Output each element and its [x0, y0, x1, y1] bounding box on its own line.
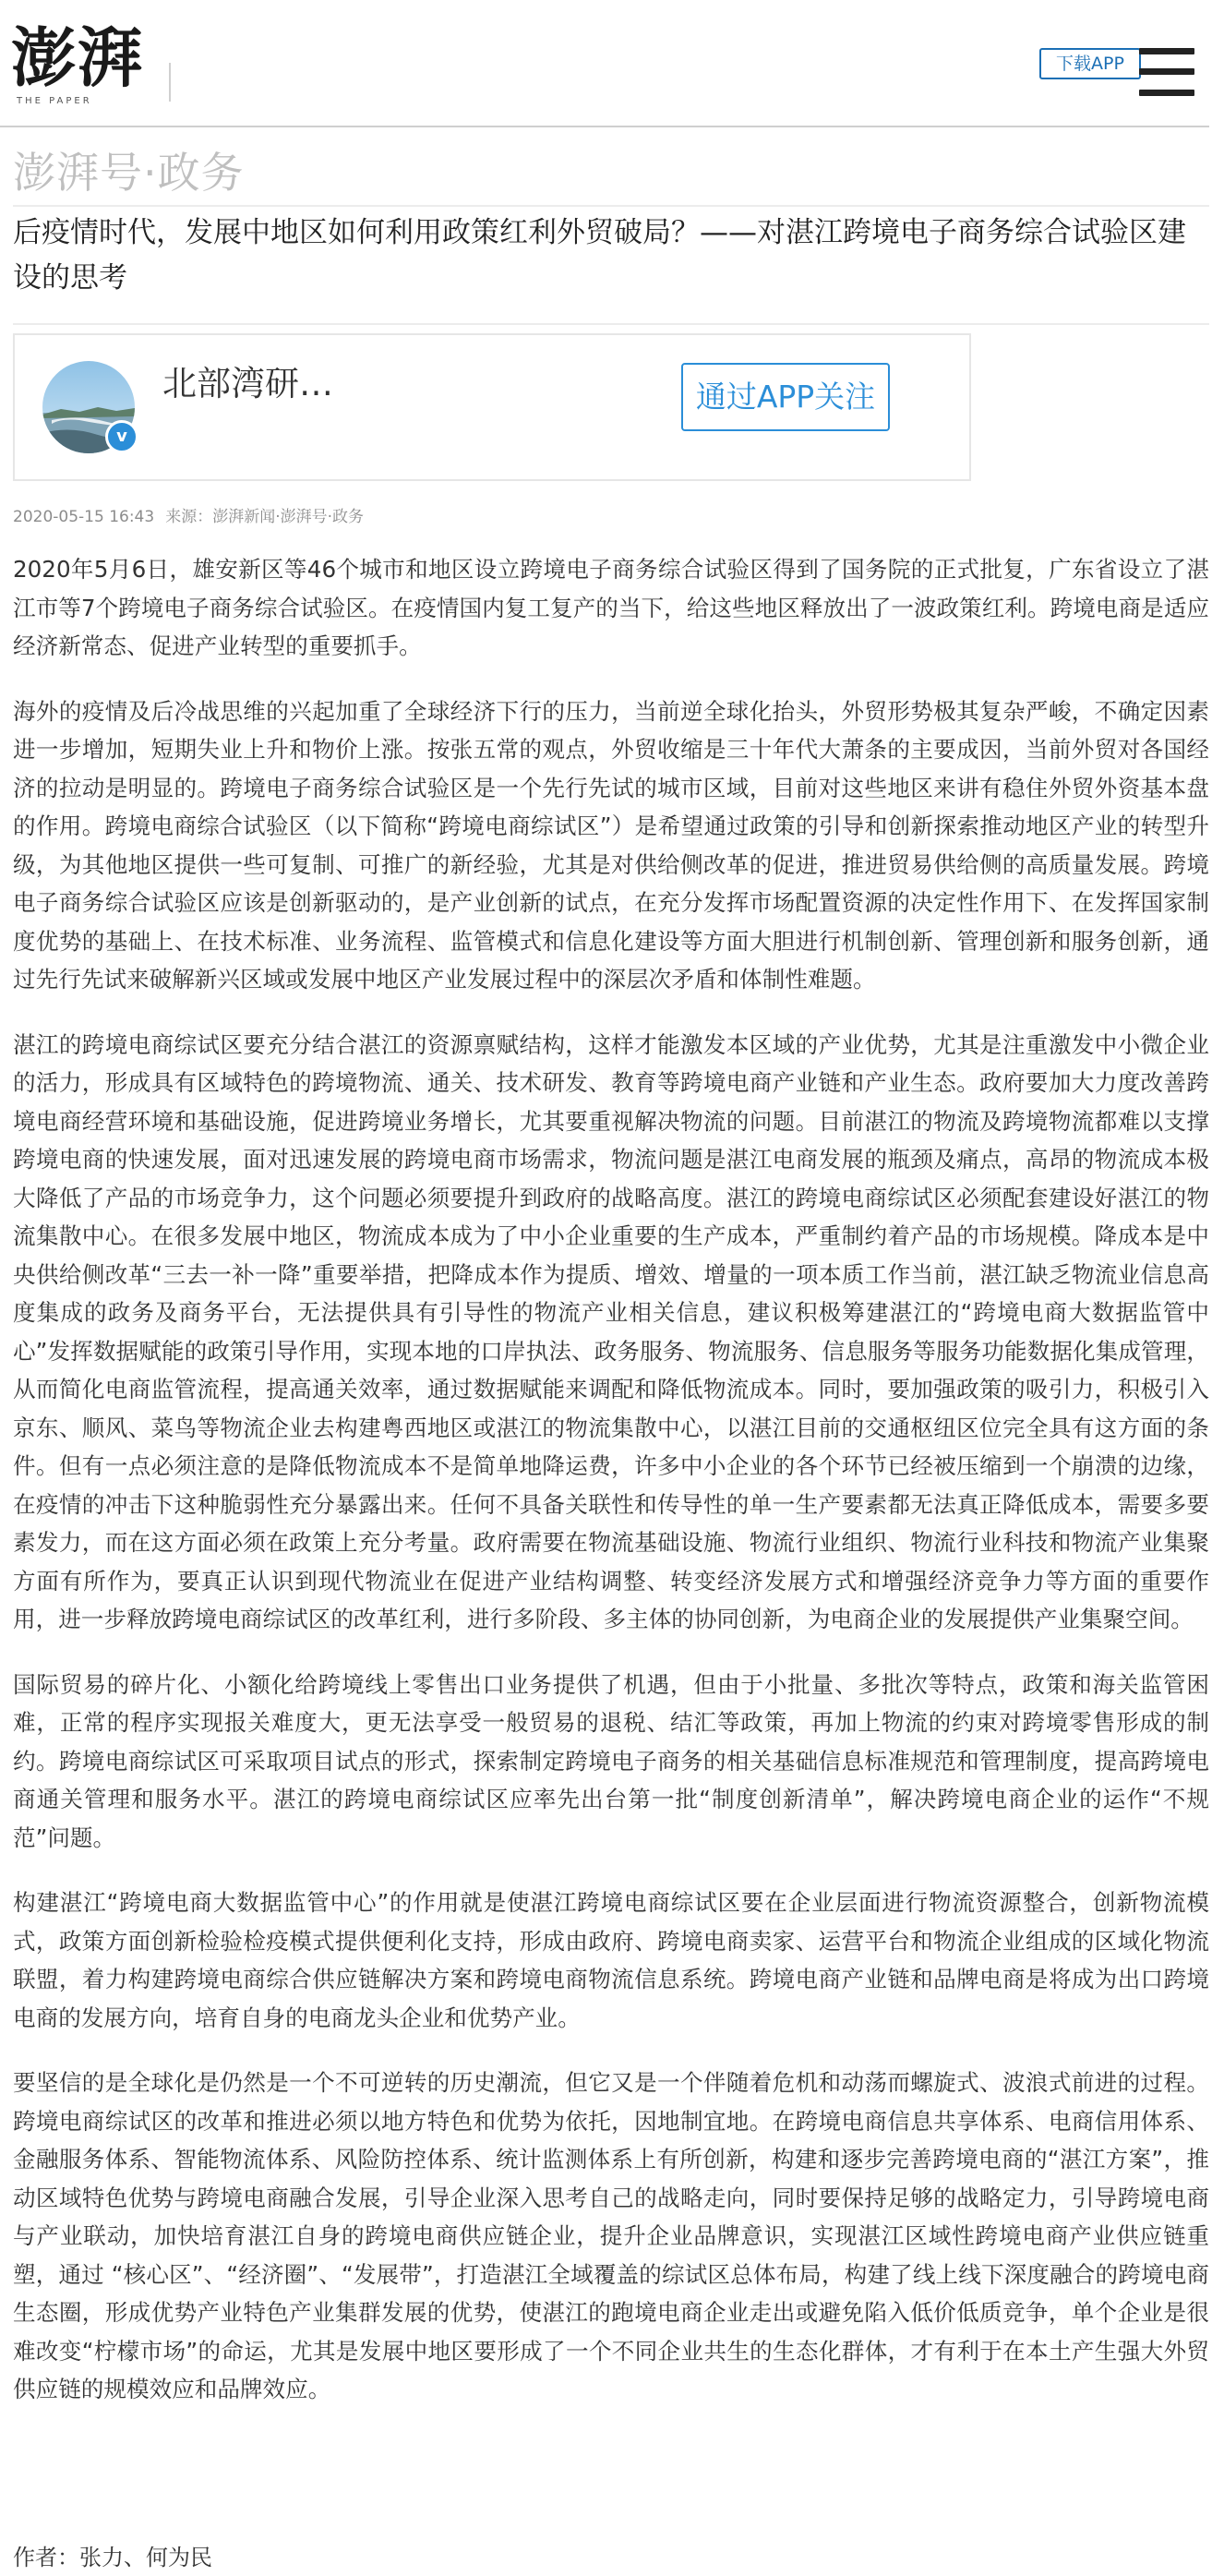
article-meta	[13, 506, 364, 528]
follow-button[interactable]: 通过APP关注	[681, 363, 890, 431]
logo-text: 澎湃	[11, 19, 144, 96]
download-app-button[interactable]: 下载APP	[1039, 48, 1141, 79]
logo-subtext: THE PAPER	[17, 96, 92, 106]
paragraph: 海外的疫情及后冷战思维的兴起加重了全球经济下行的压力，当前逆全球化抬头，外贸形势极其复杂严峻，不确定因素进一步增加，短期失业上升和物价上涨。按张五常的观点，外贸收缩是三十年代大萧条的主要成因，当前外贸对各国经济的拉动是明显的。跨境电子商务综合试验区是一个先行先试的城市区域，目前对这些地区来讲有稳住外贸外资基本盘的作用。跨境电商综合试验区（以下简称“跨境电商综试区”）是希望通过政策的引导和创新探索推动地区产业的转型升级，为其他地区提供一些可复制、可推广的新经验，尤其是对供给侧改革的促进，推进贸易供给侧的高质量发展。跨境电子商务综合试验区应该是创新驱动的，是产业创新的试点，在充分发挥市场配置资源的决定性作用下、在发挥国家制度优势的基础上、在技术标准、业务流程、监管模式和信息化建设等方面大胆进行机制创新、管理创新和服务创新，通过先行先试来破解新兴区域或发展中地区产业发展过程中的深层次矛盾和体制性难题。	[13, 697, 1209, 993]
author-name[interactable]: 北部湾研…	[162, 364, 333, 403]
author-card	[13, 333, 971, 481]
site-logo[interactable]	[11, 19, 159, 107]
paragraph: 构建湛江“跨境电商大数据监管中心”的作用就是使湛江跨境电商综试区要在企业层面进行物流资源整合，创新物流模式，政策方面创新检验检疫模式提供便利化支持，形成由政府、跨境电商卖家、运营平台和物流企业组成的区域化物流联盟，着力构建跨境电商综合供应链解决方案和跨境电商物流信息系统。跨境电商产业链和品牌电商是将成为出口跨境电商的发展方向，培育自身的电商龙头企业和优势产业。	[13, 1889, 1209, 2031]
paragraph: 湛江的跨境电商综试区要充分结合湛江的资源禀赋结构，这样才能激发本区域的产业优势，尤其是注重激发中小微企业的活力，形成具有区域特色的跨境物流、通关、技术研发、教育等跨境电商产业链和产业生态。政府要加大力度改善跨境电商经营环境和基础设施，促进跨境业务增长，尤其要重视解决物流的问题。目前湛江的物流及跨境物流都难以支撑跨境电商的快速发展，面对迅速发展的跨境电商市场需求，物流问题是湛江电商发展的瓶颈及痛点，高昂的物流成本极大降低了产品的市场竞争力，这个问题必须要提升到政府的战略高度。湛江的跨境电商综试区必须配套建设好湛江的物流集散中心。在很多发展中地区，物流成本成为了中小企业重要的生产成本，严重制约着产品的市场规模。降成本是中央供给侧改革“三去一补一降”重要举措，把降成本作为提质、增效、增量的一项本质工作当前，湛江缺乏物流业信息高度集成的政务及商务平台，无法提供具有引导性的物流产业相关信息，建议积极筹建湛江的“跨境电商大数据监管中心”发挥数据赋能的政策引导作用，实现本地的口岸执法、政务服务、物流服务、信息服务等服务功能数据化集成管理，从而简化电商监管流程，提高通关效率，通过数据赋能来调配和降低物流成本。同时，要加强政策的吸引力，积极引入京东、顺风、菜鸟等物流企业去构建粤西地区或湛江的物流集散中心，以湛江目前的交通枢纽区位完全具有这方面的条件。但有一点必须注意的是降低物流成本不是简单地降运费，许多中小企业的各个环节已经被压缩到一个崩溃的边缘，在疫情的冲击下这种脆弱性充分暴露出来。任何不具备关联性和传导性的单一生产要素都无法真正降低成本，需要多要素发力，而在这方面必须在政策上充分考量。政府需要在物流基础设施、物流行业组织、物流行业科技和物流产业集聚方面有所作为，要真正认识到现代物流业在促进产业结构调整、转变经济发展方式和增强经济竞争力等方面的重要作用，进一步释放跨境电商综试区的改革红利，进行多阶段、多主体的协同创新，为电商企业的发展提供产业集聚空间。	[13, 1030, 1209, 1632]
top-header	[0, 0, 1209, 127]
paragraph: 国际贸易的碎片化、小额化给跨境线上零售出口业务提供了机遇，但由于小批量、多批次等特点，政策和海关监管困难，正常的程序实现报关难度大，更无法享受一般贸易的退税、结汇等政策，再加上物流的约束对跨境零售形成的制约。跨境电商综试区可采取项目试点的形式，探索制定跨境电子商务的相关基础信息标准规范和管理制度，提高跨境电商通关管理和服务水平。湛江的跨境电商综试区应率先出台第一批“制度创新清单”，解决跨境电商企业的运作“不规范”问题。	[13, 1670, 1209, 1851]
divider	[13, 205, 1209, 207]
paragraph: 2020年5月6日，雄安新区等46个城市和地区设立跨境电子商务综合试验区得到了国务院的正式批复，广东省设立了湛江市等7个跨境电子商务综合试验区。在疫情国内复工复产的当下，给这些地区释放出了一波政策红利。跨境电商是适应经济新常态、促进产业转型的重要抓手。	[13, 556, 1209, 659]
verified-icon: v	[105, 420, 138, 453]
paragraph: 要坚信的是全球化是仍然是一个不可逆转的历史潮流，但它又是一个伴随着危机和动荡而螺旋式、波浪式前进的过程。跨境电商综试区的改革和推进必须以地方特色和优势为依托，因地制宜地。在跨境电商信息共享体系、电商信用体系、金融服务体系、智能物流体系、风险防控体系、统计监测体系上有所创新，构建和逐步完善跨境电商的“湛江方案”，推动区域特色优势与跨境电商融合发展，引导企业深入思考自己的战略走向，同时要保持足够的战略定力，引导跨境电商与产业联动，加快培育湛江自身的跨境电商供应链企业，提升企业品牌意识，实现湛江区域性跨境电商产业供应链重塑，通过 “核心区”、“经济圈”、“发展带”，打造湛江全域覆盖的综试区总体布局，构建了线上线下深度融合的跨境电商生态圈，形成优势产业特色产业集群发展的优势，使湛江的跑境电商企业走出或避免陷入低价低质竞争，单个企业是很难改变“柠檬市场”的命运，尤其是发展中地区要形成了一个不同企业共生的生态化群体，才有利于在本土产生强大外贸供应链的规模效应和品牌效应。	[13, 2069, 1209, 2402]
article-title: 后疫情时代，发展中地区如何利用政策红利外贸破局？——对湛江跨境电子商务综合试验区建设的思考	[13, 216, 1186, 295]
article-body	[13, 550, 1209, 2436]
hamburger-menu-icon[interactable]	[1139, 48, 1194, 96]
channel-label[interactable]: 澎湃号·政务	[13, 148, 245, 198]
article-byline: 作者：张力、何为民	[13, 2545, 212, 2570]
article-source: 来源：澎湃新闻·澎湃号·政务	[165, 508, 365, 526]
divider	[13, 323, 1209, 325]
header-divider	[169, 63, 171, 102]
publish-date: 2020-05-15 16:43	[13, 508, 155, 526]
